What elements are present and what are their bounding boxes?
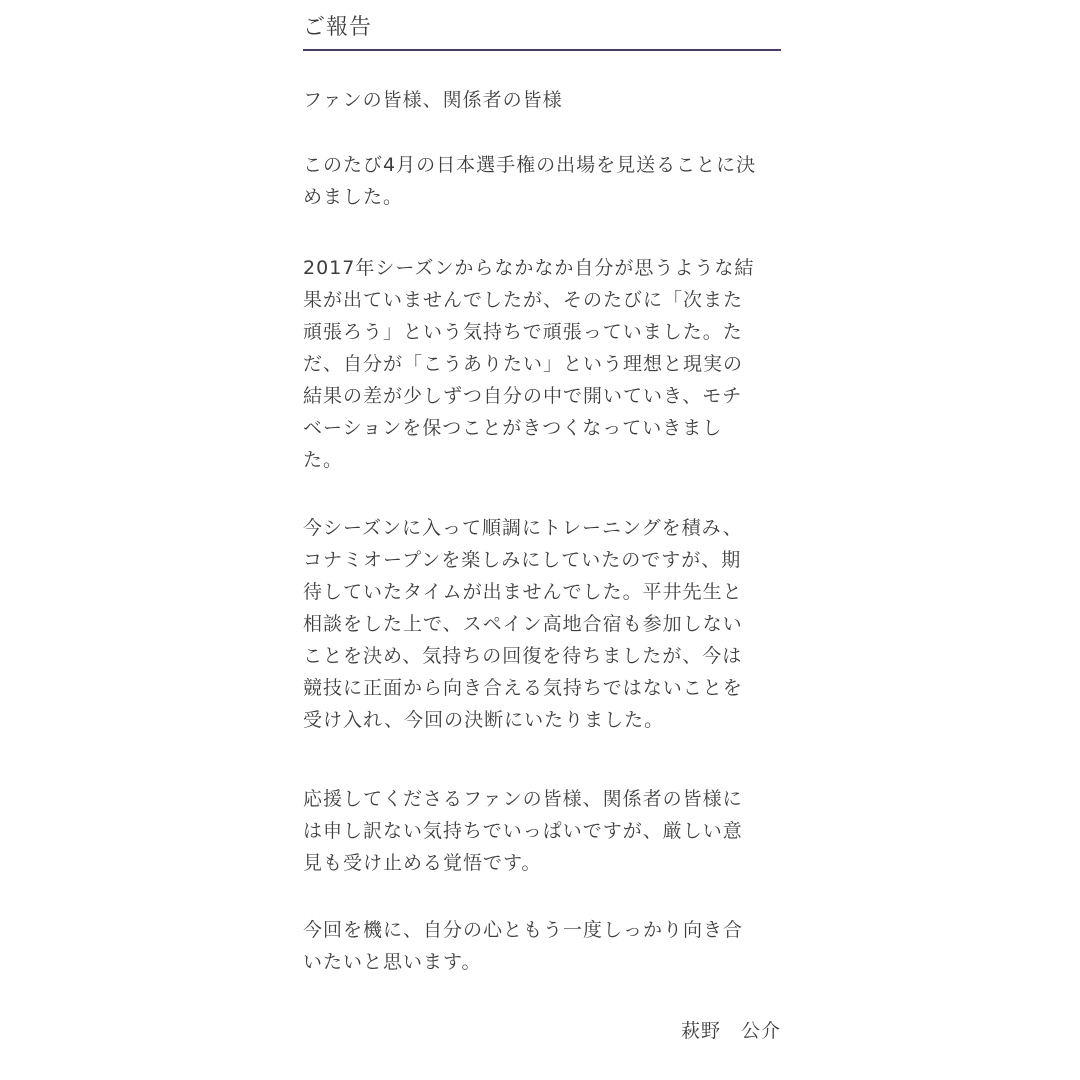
paragraph-line: 今シーズンに入って順調にトレーニングを積み、 bbox=[303, 517, 743, 539]
paragraph-line: ファンの皆様、関係者の皆様 bbox=[303, 89, 563, 111]
page-title: ご報告 bbox=[303, 15, 373, 40]
paragraph bbox=[303, 914, 781, 978]
title-divider bbox=[303, 49, 781, 51]
paragraph-line: 頑張ろう」という気持ちで頑張っていました。た bbox=[303, 321, 743, 343]
paragraph-line: だ、自分が「こうありたい」という理想と現実の bbox=[303, 353, 744, 375]
paragraph-line: た。 bbox=[303, 449, 344, 471]
paragraph-line: 相談をした上で、スペイン高地合宿も参加しない bbox=[303, 613, 743, 635]
paragraph-line: このたび4月の日本選手権の出場を見送ることに決 bbox=[303, 154, 757, 176]
paragraph-line: めました。 bbox=[303, 186, 404, 208]
paragraph bbox=[303, 512, 781, 736]
paragraph-line: ことを決め、気持ちの回復を待ちましたが、今は bbox=[303, 645, 743, 667]
paragraph-line: 競技に正面から向き合える気持ちではないことを bbox=[303, 677, 743, 699]
paragraph bbox=[303, 84, 781, 116]
paragraph-line: 待していたタイムが出ませんでした。平井先生と bbox=[303, 581, 743, 603]
paragraph bbox=[303, 149, 781, 213]
paragraph bbox=[303, 252, 781, 476]
paragraph-line: コナミオープンを楽しみにしていたのですが、期 bbox=[303, 549, 742, 571]
signature: 萩野 公介 bbox=[680, 1020, 781, 1042]
paragraph-line: 見も受け止める覚悟です。 bbox=[303, 852, 542, 874]
paragraph-line: 応援してくださるファンの皆様、関係者の皆様に bbox=[303, 788, 743, 810]
paragraph-line: 果が出ていませんでしたが、そのたびに「次また bbox=[303, 289, 744, 311]
paragraph-line: は申し訳ない気持ちでいっぱいですが、厳しい意 bbox=[303, 820, 743, 842]
paragraph-line: ベーションを保つことがきつくなっていきまし bbox=[303, 417, 723, 439]
paragraph bbox=[303, 783, 781, 879]
paragraph-line: 結果の差が少しずつ自分の中で開いていき、モチ bbox=[303, 385, 743, 407]
paragraph-line: 2017年シーズンからなかなか自分が思うような結 bbox=[303, 257, 755, 279]
paragraph-line: 今回を機に、自分の心ともう一度しっかり向き合 bbox=[303, 919, 744, 941]
paragraph-line: いたいと思います。 bbox=[303, 951, 482, 973]
paragraph-line: 受け入れ、今回の決断にいたりました。 bbox=[303, 709, 665, 731]
